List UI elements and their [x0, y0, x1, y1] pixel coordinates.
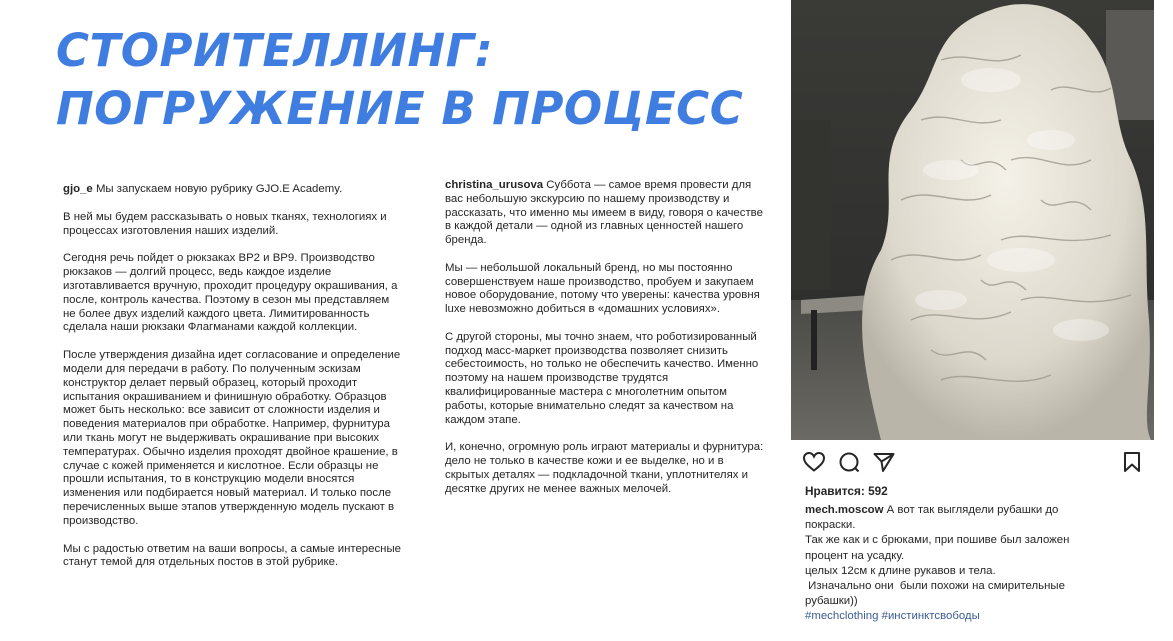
post-paragraph: Сегодня речь пойдет о рюкзаках BP2 и BP9. Производство рюкзаков — долгий процесс, ведь каждое изделие изготавливается вручную, проходит процедуру окрашивания, а после, контроль качества. Поэтому в сезон мы представляем не более двух изделий каждого цвета. Лимитированность сделала наши рюкзаки Флагманами каждой коллекции. [63, 252, 398, 334]
post-photo-white-shirts[interactable] [791, 0, 1154, 440]
title-line-1: СТОРИТЕЛЛИНГ: [56, 24, 494, 77]
title-line-2: ПОГРУЖЕНИЕ В ПРОЦЕСС [56, 82, 744, 135]
caption-line: Так же как и с брюками, при пошиве был заложен [805, 534, 1070, 547]
bookmark-icon[interactable] [1120, 450, 1144, 474]
caption-username[interactable]: mech.moscow [805, 504, 884, 516]
post-paragraph: После утверждения дизайна идет согласование и определение модели для передачи в работу. По полученным эскизам конструктор делает первый образец, который проходит испытания окрашиванием и финишную обработку. Образцов может быть несколько: все зависит от сложности изделия и поведения материалов при обработке. Например, фурнитура или ткань могут не выдерживать окрашивание при высоких температурах. Обычно изделия проходят двойное крашение, в случае с кожей применяется и кислотное. Если образцы не прошли испытания, то в конструкцию модели вносятся изменения или подбирается новый материал. И только после перечисленных выше этапов утвержденную модель пускают в производство. [63, 349, 401, 527]
instagram-post-panel [791, 440, 1154, 641]
post-action-bar [802, 450, 1144, 474]
post-username[interactable]: christina_urusova [445, 179, 544, 191]
post-paragraph: christina_urusova Суббота — самое время провести для вас небольшую экскурсию по нашему производству и рассказать, что именно мы имеем в виду, говоря о качестве в каждой детали — одной из главных ценностей нашего бренда. [445, 179, 763, 247]
caption-line: покраски. [805, 519, 856, 532]
post-text-gjo-e [63, 183, 403, 584]
comment-icon[interactable] [837, 450, 861, 474]
page-title [56, 22, 743, 138]
caption-line: процент на усадку. [805, 549, 905, 562]
post-paragraph: С другой стороны, мы точно знаем, что роботизированный подход масс-маркет производства позволяет снизить себестоимость, но только не обеспечить качество. Именно поэтому на нашем производстве трудятся квалифицированные мастера с многолетним опытом работы, которые внимательно следят за качеством на каждом этапе. [445, 330, 759, 426]
post-paragraph: И, конечно, огромную роль играют материалы и фурнитура: дело не только в качестве кожи и ее выделке, но и в скрытых деталях — подкладочной ткани, уплотнителях и десятке других не менее важных мелочей. [445, 441, 764, 495]
caption-line: mech.moscow А вот так выглядели рубашки до [805, 504, 1059, 516]
likes-count[interactable]: Нравится: 592 [805, 484, 888, 498]
post-username[interactable]: gjo_e [63, 183, 93, 195]
caption-hashtags[interactable]: #mechclothing #инстинктсвободы [805, 610, 980, 623]
post-text-christina-urusova [445, 179, 765, 510]
post-paragraph: В ней мы будем рассказывать о новых тканях, технологиях и процессах изготовления наших изделий. [63, 210, 387, 237]
post-paragraph: Мы с радостью ответим на ваши вопросы, а самые интересные станут темой для отдельных постов в этой рубрике. [63, 542, 401, 569]
caption-line: целых 12см к длине рукавов и тела. [805, 564, 996, 577]
caption-line: Изначально они были похожи на смирительные [805, 580, 1065, 593]
post-paragraph: gjo_e Мы запускаем новую рубрику GJO.E Academy. [63, 183, 343, 195]
caption-line: рубашки)) [805, 595, 858, 608]
post-caption [805, 503, 1145, 625]
post-paragraph: Мы — небольшой локальный бренд, но мы постоянно совершенствуем наше производство, пробуем и закупаем новое оборудование, потому что уверены: качества уровня luxe невозможно добиться в «домашних условиях». [445, 261, 760, 316]
share-icon[interactable] [872, 450, 896, 474]
heart-icon[interactable] [802, 450, 826, 474]
